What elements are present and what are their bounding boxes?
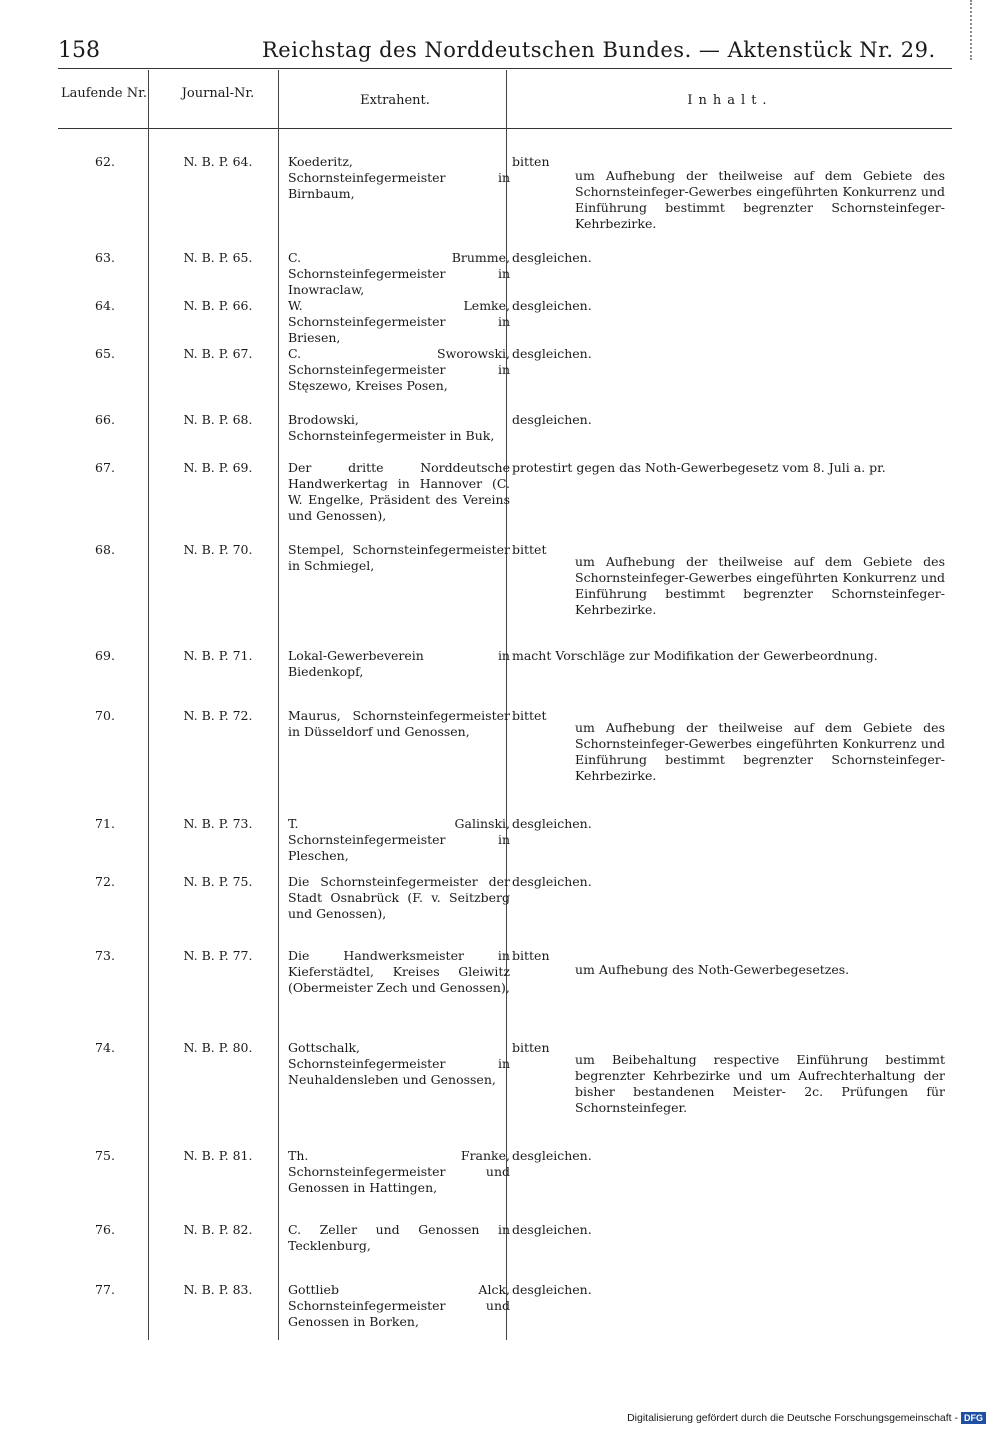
extrahent: Th. Franke, Schornsteinfegermeister und Genossen in Hattingen,	[288, 1148, 510, 1195]
inhalt: um Aufhebung der theilweise auf dem Gebiete des Schornsteinfeger-Gewerbes eingeführten Konkurrenz und Einführung bestimmt begrenzter Schornsteinfeger-Kehrbezirke.	[575, 720, 945, 783]
extrahent: Stempel, Schornsteinfegermeister in Schmiegel,	[288, 542, 510, 573]
digitization-credit	[627, 1412, 986, 1424]
inhalt: um Aufhebung des Noth-Gewerbegesetzes.	[575, 962, 850, 977]
running-head: Reichstag des Norddeutschen Bundes. — Aktenstück Nr. 29.	[262, 38, 936, 62]
journal-number: N. B. P. 73.	[183, 816, 253, 831]
row-number: 72.	[95, 874, 115, 889]
verb: desgleichen.	[512, 412, 592, 427]
journal-number: N. B. P. 77.	[183, 948, 253, 963]
dfg-logo: DFG	[961, 1412, 986, 1424]
extrahent: Lokal-Gewerbeverein in Biedenkopf,	[288, 648, 510, 679]
row-number: 74.	[95, 1040, 115, 1055]
journal-number: N. B. P. 69.	[183, 460, 253, 475]
journal-number: N. B. P. 80.	[183, 1040, 253, 1055]
verb: bitten	[512, 154, 550, 169]
extrahent: Die Handwerksmeister in Kieferstädtel, Kreises Gleiwitz (Obermeister Zech und Genossen),	[288, 948, 510, 995]
verb: desgleichen.	[512, 874, 592, 889]
verb: desgleichen.	[512, 250, 592, 265]
inhalt: um Beibehaltung respective Einführung bestimmt begrenzter Kehrbezirke und um Aufrechterhaltung der bisher bestandenen Meister- 2c. Prüfungen für Schornsteinfeger.	[575, 1052, 945, 1115]
journal-number: N. B. P. 65.	[183, 250, 253, 265]
verb: bitten	[512, 1040, 550, 1055]
verb: macht Vorschläge zur Modifikation der Gewerbeordnung.	[512, 648, 878, 663]
verb: desgleichen.	[512, 816, 592, 831]
verb: bittet	[512, 708, 547, 723]
top-rule	[58, 68, 952, 69]
row-number: 62.	[95, 154, 115, 169]
extrahent: Die Schornsteinfegermeister der Stadt Osnabrück (F. v. Seitzberg und Genossen),	[288, 874, 510, 921]
row-number: 70.	[95, 708, 115, 723]
row-number: 64.	[95, 298, 115, 313]
scan-edge-mark	[970, 0, 990, 60]
journal-number: N. B. P. 82.	[183, 1222, 253, 1237]
page-number: 158	[58, 38, 100, 63]
verb: desgleichen.	[512, 298, 592, 313]
inhalt: um Aufhebung der theilweise auf dem Gebiete des Schornsteinfeger-Gewerbes eingeführten Konkurrenz und Einführung bestimmt begrenzter Schornsteinfeger-Kehrbezirke.	[575, 168, 945, 231]
row-number: 66.	[95, 412, 115, 427]
header-rule	[58, 128, 952, 129]
extrahent: W. Lemke, Schornsteinfegermeister in Briesen,	[288, 298, 510, 345]
verb: desgleichen.	[512, 1282, 592, 1297]
extrahent: T. Galinski, Schornsteinfegermeister in Pleschen,	[288, 816, 510, 863]
journal-number: N. B. P. 70.	[183, 542, 253, 557]
column-header-inhalt: Inhalt.	[687, 93, 773, 108]
extrahent: C. Sworowski, Schornsteinfegermeister in Stęszewo, Kreises Posen,	[288, 346, 510, 393]
journal-number: N. B. P. 83.	[183, 1282, 253, 1297]
extrahent: C. Zeller und Genossen in Tecklenburg,	[288, 1222, 510, 1253]
row-number: 69.	[95, 648, 115, 663]
row-number: 76.	[95, 1222, 115, 1237]
extrahent: C. Brumme, Schornsteinfegermeister in Inowraclaw,	[288, 250, 510, 297]
credit-text: Digitalisierung gefördert durch die Deutsche Forschungsgemeinschaft -	[627, 1412, 958, 1424]
row-number: 73.	[95, 948, 115, 963]
verb: bitten	[512, 948, 550, 963]
extrahent: Gottschalk, Schornsteinfegermeister in Neuhaldensleben und Genossen,	[288, 1040, 510, 1087]
extrahent: Maurus, Schornsteinfegermeister in Düsseldorf und Genossen,	[288, 708, 510, 739]
extrahent: Gottlieb Alck, Schornsteinfegermeister und Genossen in Borken,	[288, 1282, 510, 1329]
row-number: 67.	[95, 460, 115, 475]
extrahent: Der dritte Norddeutsche Handwerkertag in Hannover (C. W. Engelke, Präsident des Vereins und Genossen),	[288, 460, 510, 523]
journal-number: N. B. P. 71.	[183, 648, 253, 663]
row-number: 63.	[95, 250, 115, 265]
column-header-laufende: Laufende Nr.	[60, 86, 148, 101]
journal-number: N. B. P. 81.	[183, 1148, 253, 1163]
inhalt: um Aufhebung der theilweise auf dem Gebiete des Schornsteinfeger-Gewerbes eingeführten Konkurrenz und Einführung bestimmt begrenzter Schornsteinfeger-Kehrbezirke.	[575, 554, 945, 617]
row-number: 71.	[95, 816, 115, 831]
verb: desgleichen.	[512, 346, 592, 361]
verb: protestirt gegen das Noth-Gewerbegesetz vom 8. Juli a. pr.	[512, 460, 886, 475]
verb: desgleichen.	[512, 1148, 592, 1163]
row-number: 68.	[95, 542, 115, 557]
column-divider-2	[278, 70, 279, 1340]
extrahent: Koederitz, Schornsteinfegermeister in Birnbaum,	[288, 154, 510, 201]
extrahent: Brodowski, Schornsteinfegermeister in Buk,	[288, 412, 495, 443]
journal-number: N. B. P. 64.	[183, 154, 253, 169]
verb: bittet	[512, 542, 547, 557]
journal-number: N. B. P. 67.	[183, 346, 253, 361]
row-number: 65.	[95, 346, 115, 361]
row-number: 77.	[95, 1282, 115, 1297]
journal-number: N. B. P. 72.	[183, 708, 253, 723]
verb: desgleichen.	[512, 1222, 592, 1237]
journal-number: N. B. P. 66.	[183, 298, 253, 313]
journal-number: N. B. P. 68.	[183, 412, 253, 427]
column-header-extrahent: Extrahent.	[360, 93, 430, 108]
column-header-journal: Journal-Nr.	[181, 86, 255, 101]
journal-number: N. B. P. 75.	[183, 874, 253, 889]
row-number: 75.	[95, 1148, 115, 1163]
